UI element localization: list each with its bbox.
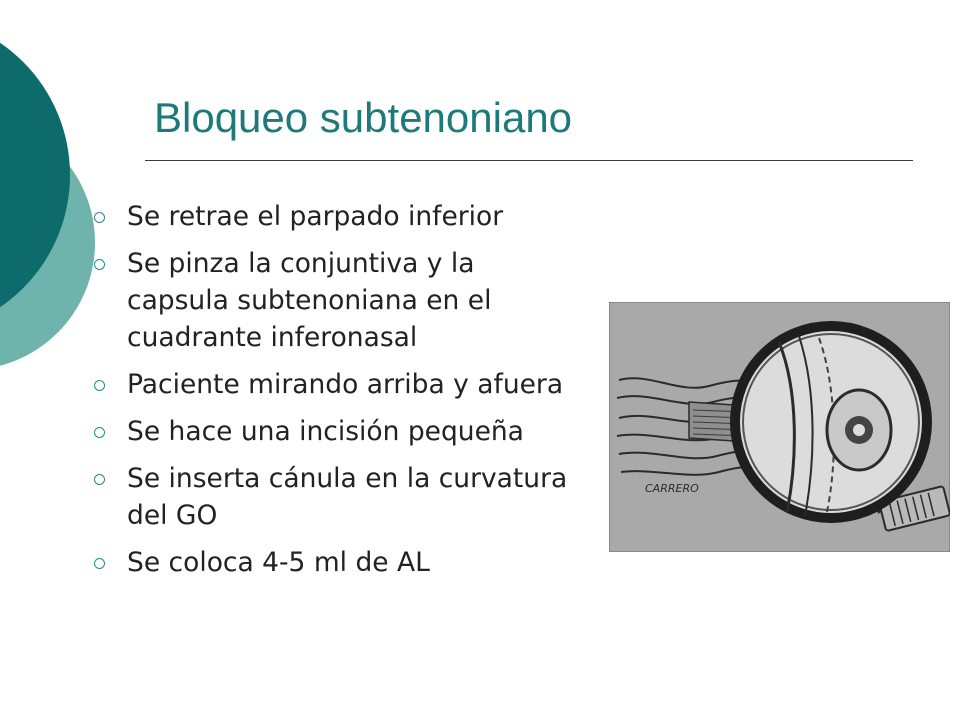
bullet-item: [90, 544, 580, 581]
bullet-item: [90, 366, 580, 403]
bullet-circle-icon: [94, 380, 105, 391]
bullet-circle-icon: [94, 259, 105, 270]
bullet-circle-icon: [94, 474, 105, 485]
bullet-item: [90, 245, 580, 356]
magnifier-eye-illustration: [609, 302, 950, 552]
title-divider: [145, 160, 913, 161]
bullet-circle-icon: [94, 427, 105, 438]
bullet-list: [90, 198, 580, 591]
bullet-item: [90, 460, 580, 534]
bullet-text: Se pinza la conjuntiva y la capsula subtenoniana en el cuadrante inferonasal: [127, 248, 492, 353]
bullet-text: Se hace una incisión pequeña: [127, 416, 524, 447]
bullet-text: Se coloca 4-5 ml de AL: [127, 547, 430, 578]
slide-title: Bloqueo subtenoniano: [154, 94, 573, 141]
bullet-circle-icon: [94, 212, 105, 223]
svg-text:CARRERO: CARRERO: [645, 482, 699, 495]
bullet-item: [90, 413, 580, 450]
bullet-item: [90, 198, 580, 235]
bullet-text: Paciente mirando arriba y afuera: [127, 369, 564, 400]
bullet-circle-icon: [94, 558, 105, 569]
bullet-text: Se retrae el parpado inferior: [127, 201, 504, 232]
bullet-text: Se inserta cánula en la curvatura del GO: [127, 463, 568, 531]
